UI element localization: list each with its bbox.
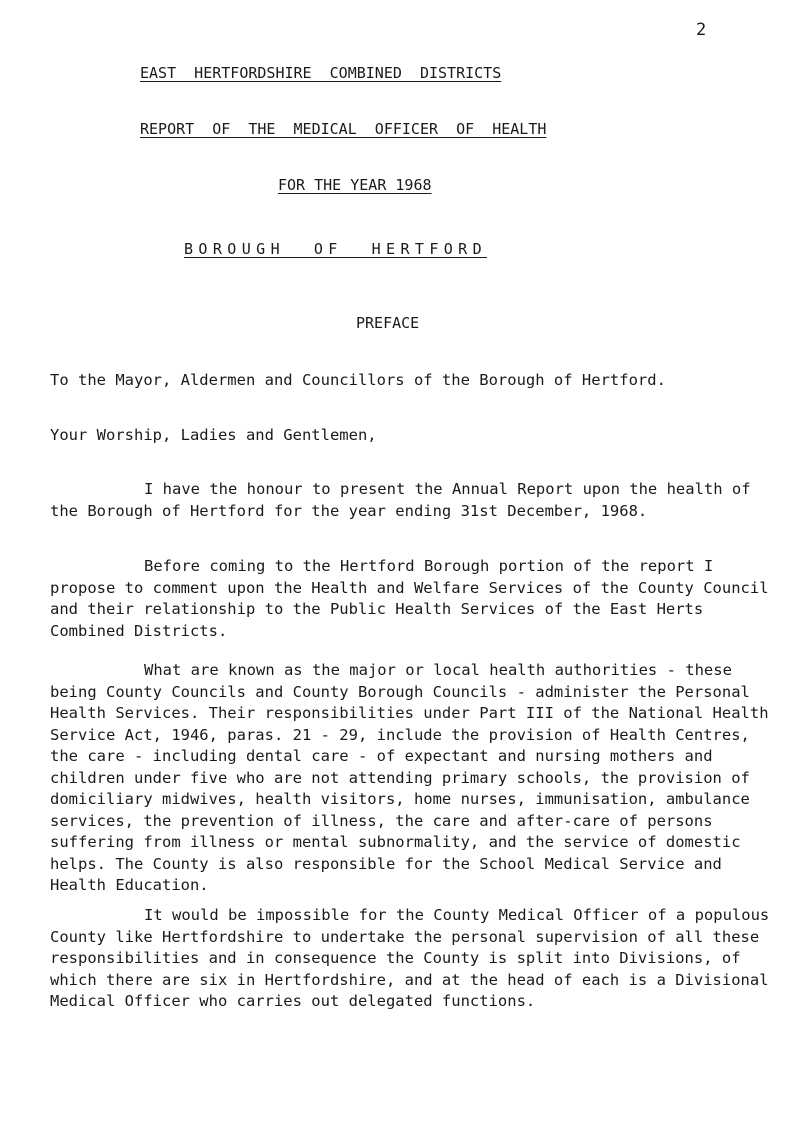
paragraph-3: What are known as the major or local health authorities - these being County Councils and County Borough Councils - administer the Personal Health Services. Their responsibilities under Part III of the National Health Service Act, 1946, paras. 21 - 29, include the provision of Health Centres, the care - including dental care - of expectant and nursing mothers and children under five who are not attending primary schools, the provision of domiciliary midwives, health visitors, home nurses, immunisation, ambulance services, the prevention of illness, the care and after-care of persons suffering from illness or mental subnormality, and the service of domestic helps. The County is also responsible for the School Medical Service and Health Education. (50, 661, 769, 894)
salutation-line: Your Worship, Ladies and Gentlemen, (50, 426, 377, 444)
paragraph-4: It would be impossible for the County Medical Officer of a populous County like Hertfordshire to undertake the personal supervision of all these responsibilities and in consequence the County is split into Divisions, of which there are six in Hertfordshire, and at the head of each is a Divisional Medical Officer who carries out delegated functions. (50, 906, 770, 1010)
report-heading: REPORT OF THE MEDICAL OFFICER OF HEALTH (140, 120, 547, 138)
page-number: 2 (696, 20, 707, 40)
paragraph-1: I have the honour to present the Annual Report upon the health of the Borough of Hertford for the year ending 31st December, 1968. (50, 480, 751, 520)
borough-heading: BOROUGH OF HERTFORD (184, 240, 488, 258)
address-line: To the Mayor, Aldermen and Councillors of the Borough of Hertford. (50, 371, 666, 389)
year-heading: FOR THE YEAR 1968 (278, 176, 432, 194)
paragraph-2: Before coming to the Hertford Borough portion of the report I propose to comment upon the Health and Welfare Services of the County Council and their relationship to the Public Health Services of the East Herts Combined Districts. (50, 557, 769, 640)
district-heading: EAST HERTFORDSHIRE COMBINED DISTRICTS (140, 64, 502, 82)
preface-title: PREFACE (356, 314, 420, 332)
